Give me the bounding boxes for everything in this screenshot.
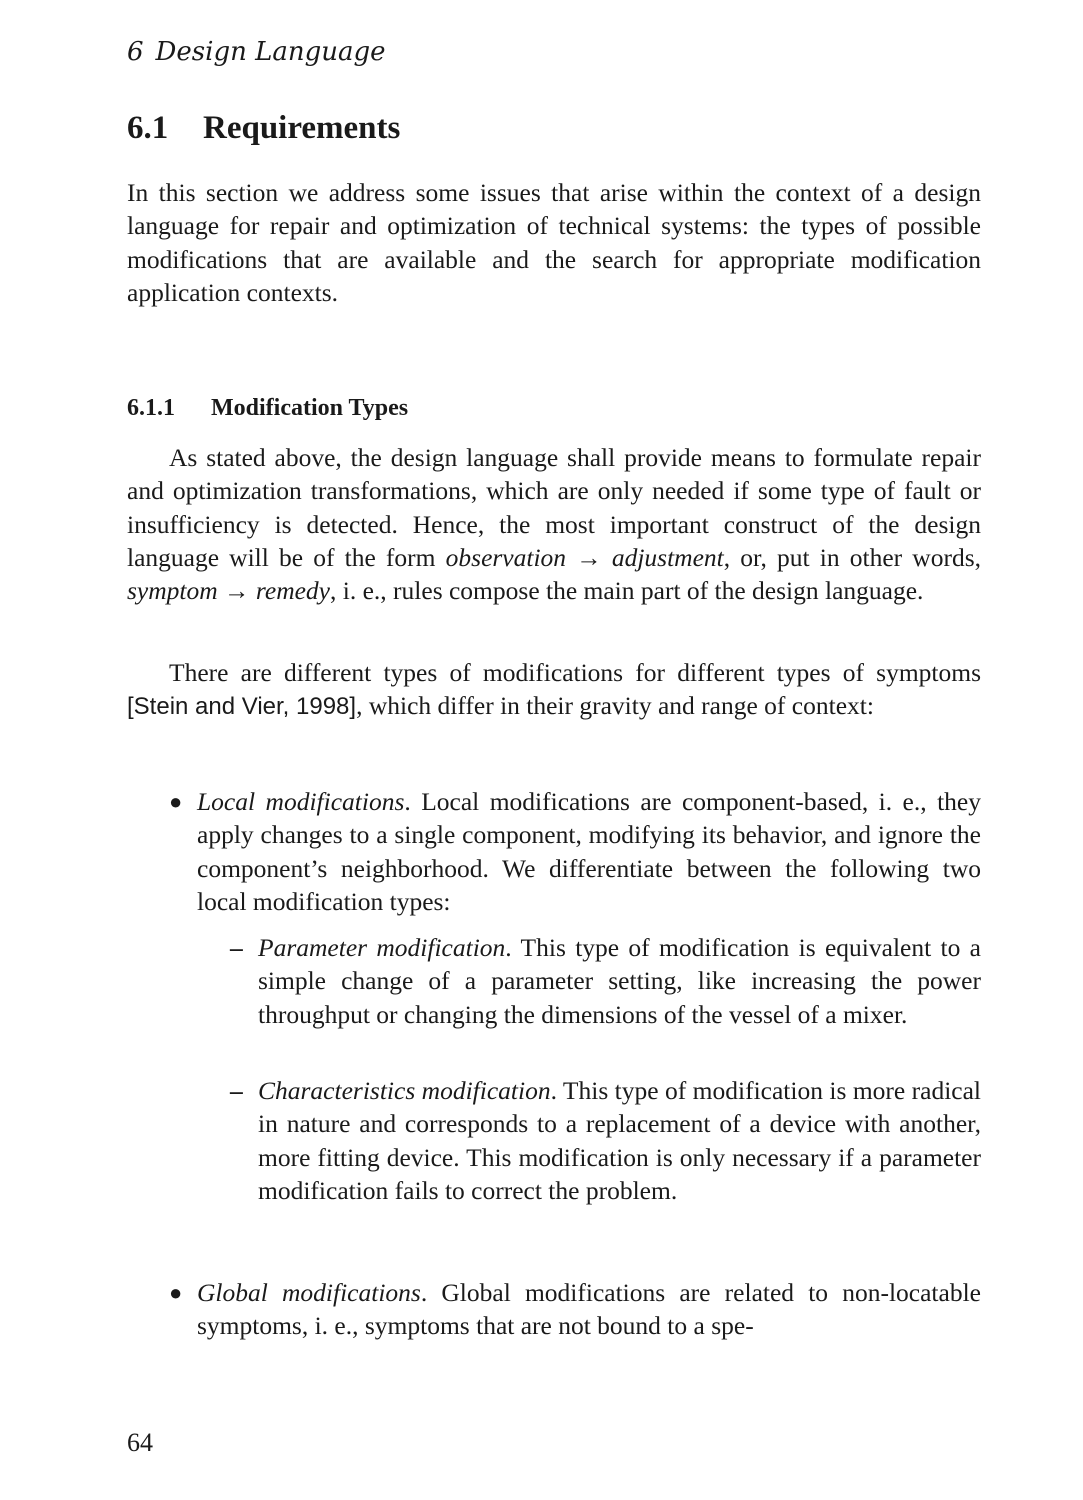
paragraph-text: , i. e., rules compose the main part of the design language. bbox=[330, 576, 924, 606]
chapter-number: 6 bbox=[127, 37, 144, 67]
rule-observation-adjustment: observation → adjustment bbox=[445, 542, 724, 572]
paragraph-text: , which differ in their gravity and range of context: bbox=[356, 691, 874, 721]
paragraph-modification-types bbox=[127, 441, 981, 607]
list-item-term: Characteristics modification bbox=[258, 1076, 551, 1105]
list-item-global-modifications bbox=[169, 1276, 981, 1343]
list-item-text: . Local modifications are component-based, i. e., they apply changes to a single component, modifying its behavior, and ignore the component’s neighborhood. We differentiate between the following two local modification types: bbox=[197, 787, 981, 916]
list-item-text: . This type of modification is equivalent to a simple change of a parameter setting, like increasing the power throughput or changing the dimensions of the vessel of a mixer. bbox=[258, 933, 981, 1029]
list-item-term: Local modifications bbox=[197, 787, 405, 816]
paragraph-text: As stated above, the design language shall provide means to formulate repair and optimization transformations, which are only needed if some type of fault or insufficiency is detected. Hence, the most important construct of the design language will be of the form bbox=[127, 443, 981, 572]
intro-paragraph: In this section we address some issues that arise within the context of a design language for repair and optimization of technical systems: the types of possible modifications that are available and the search for appropriate modification application contexts. bbox=[127, 178, 981, 307]
paragraph-text: There are different types of modifications for different types of symptoms bbox=[169, 658, 981, 687]
section-title: Requirements bbox=[203, 110, 401, 146]
page-number: 64 bbox=[127, 1428, 153, 1457]
sublist-item-parameter-modification bbox=[230, 931, 981, 1031]
subsection-number: 6.1.1 bbox=[127, 395, 175, 421]
list-item-local-modifications bbox=[169, 785, 981, 918]
sublist-item-characteristics-modification bbox=[230, 1074, 981, 1207]
subsection-heading bbox=[127, 392, 408, 424]
bullet-icon: ● bbox=[169, 789, 183, 814]
citation-link[interactable]: [Stein and Vier, 1998] bbox=[127, 693, 357, 721]
bullet-icon: ● bbox=[169, 1280, 183, 1305]
list-item-text: . Global modifications are related to non-locatable symptoms, i. e., symptoms that are not bound to a spe- bbox=[197, 1278, 981, 1341]
section-heading bbox=[127, 108, 400, 148]
list-item-term: Parameter modification bbox=[258, 933, 506, 962]
list-item-term: Global modifications bbox=[197, 1278, 421, 1307]
paragraph-types-of-symptoms bbox=[127, 656, 981, 724]
dash-icon: – bbox=[230, 1076, 243, 1105]
subsection-title: Modification Types bbox=[211, 395, 409, 421]
section-number: 6.1 bbox=[127, 110, 169, 146]
dash-icon: – bbox=[230, 933, 243, 962]
paragraph-text: , or, put in other words, bbox=[723, 542, 981, 572]
rule-symptom-remedy: symptom → remedy bbox=[127, 576, 331, 606]
chapter-title: Design Language bbox=[155, 37, 386, 67]
running-head bbox=[127, 34, 386, 70]
list-item-text: . This type of modification is more radical in nature and corresponds to a replacement of a device with another, more fitting device. This modification is only necessary if a parameter modification fails to correct the problem. bbox=[258, 1076, 981, 1205]
